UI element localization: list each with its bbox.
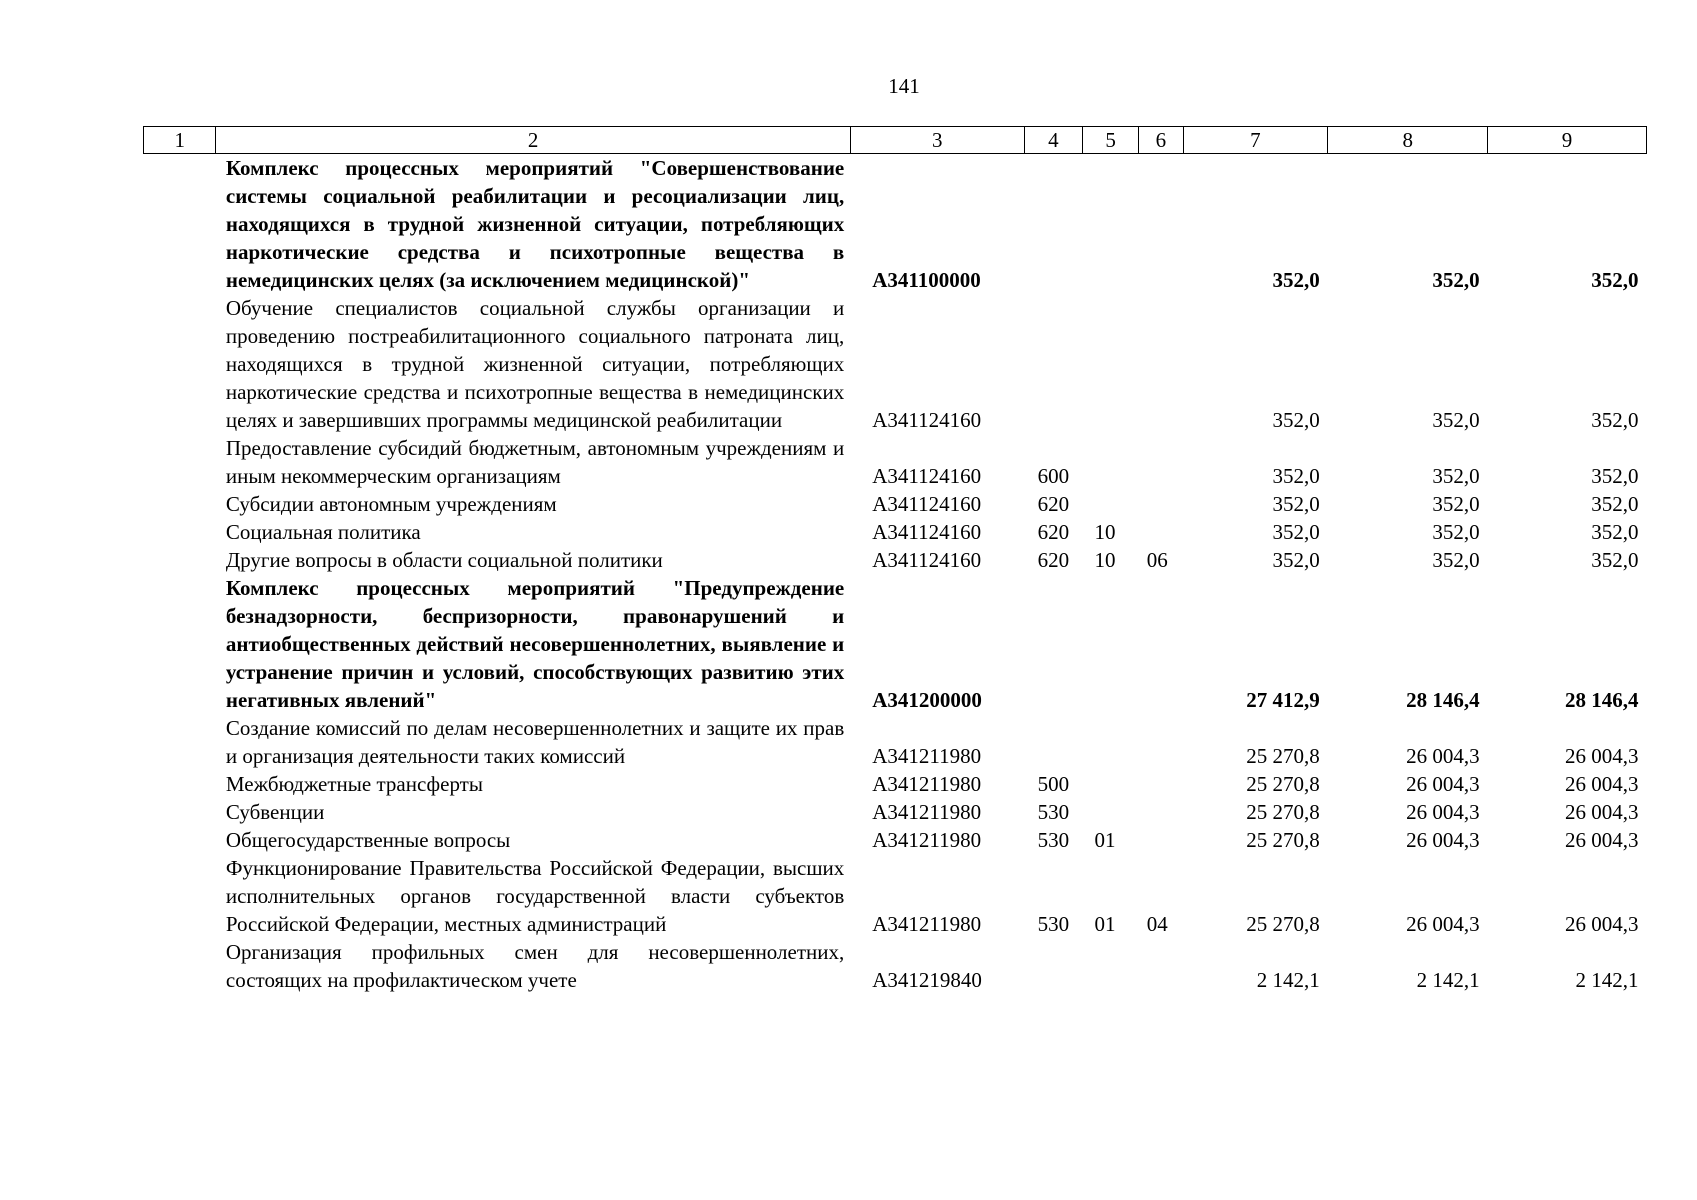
amount-year-1: 352,0: [1272, 408, 1320, 432]
target-article-code: А341219840: [872, 968, 982, 992]
amount-year-3: 28 146,4: [1565, 688, 1639, 712]
target-article-code: А341124160: [872, 408, 982, 432]
row-name: Субвенции: [225, 800, 325, 824]
section-code: [1082, 490, 1138, 518]
amount-year-2: 352,0: [1432, 268, 1480, 292]
amount-year-3: 352,0: [1591, 520, 1639, 544]
target-article-code: А341100000: [872, 268, 981, 292]
expense-type-code: [1024, 154, 1082, 295]
table-row: [144, 546, 1647, 574]
amount-year-2: 352,0: [1432, 408, 1480, 432]
expense-type-code: 600: [1037, 464, 1070, 488]
row-name: Другие вопросы в области социальной политики: [225, 548, 663, 572]
row-name: Социальная политика: [225, 520, 421, 544]
table-row: [144, 798, 1647, 826]
amount-year-3: 26 004,3: [1565, 772, 1639, 796]
row-name: Организация профильных смен для несовершеннолетних, состоящих на профилактическом учете: [225, 940, 845, 992]
amount-year-1: 25 270,8: [1246, 912, 1320, 936]
section-code: [1082, 770, 1138, 798]
row-name: Обучение специалистов социальной службы организации и проведению постреабилитационного социального патроната лиц, находящихся в трудной жизненной ситуации, потребляющих наркотические средства и психотропные вещества в немедицинских целях и завершивших программы медицинской реабилитации: [225, 296, 845, 432]
row-name: Функционирование Правительства Российской Федерации, высших исполнительных органов государственной власти субъектов Российской Федерации, местных администраций: [225, 856, 845, 936]
row-name: Общегосударственные вопросы: [225, 828, 511, 852]
amount-year-3: 2 142,1: [1575, 968, 1639, 992]
expense-type-code: 530: [1037, 828, 1070, 852]
expense-type-code: [1024, 938, 1082, 994]
table-row: [144, 490, 1647, 518]
expense-type-code: [1024, 574, 1082, 714]
amount-year-1: 25 270,8: [1246, 772, 1320, 796]
expense-type-code: 620: [1037, 492, 1070, 516]
column-header: 7: [1183, 127, 1328, 154]
amount-year-1: 25 270,8: [1246, 744, 1320, 768]
target-article-code: А341211980: [872, 772, 982, 796]
page-number: 141: [888, 74, 920, 98]
subsection-code: [1139, 798, 1183, 826]
empty-cell: [144, 798, 216, 826]
amount-year-3: 352,0: [1591, 548, 1639, 572]
table-row: [144, 154, 1647, 295]
amount-year-3: 26 004,3: [1565, 744, 1639, 768]
empty-cell: [144, 826, 216, 854]
amount-year-1: 27 412,9: [1246, 688, 1320, 712]
expense-type-code: 530: [1037, 800, 1070, 824]
amount-year-3: 352,0: [1591, 408, 1639, 432]
table-row: [144, 714, 1647, 770]
section-code: 10: [1094, 520, 1116, 544]
section-code: [1082, 798, 1138, 826]
target-article-code: А341124160: [872, 492, 982, 516]
amount-year-3: 352,0: [1591, 268, 1639, 292]
column-header: 4: [1024, 127, 1082, 154]
target-article-code: А341124160: [872, 464, 982, 488]
column-header: 6: [1139, 127, 1183, 154]
column-header: 3: [850, 127, 1024, 154]
table-row: [144, 574, 1647, 714]
amount-year-2: 26 004,3: [1406, 772, 1480, 796]
expense-type-code: 500: [1037, 772, 1070, 796]
empty-cell: [144, 518, 216, 546]
subsection-code: 04: [1146, 912, 1168, 936]
subsection-code: [1139, 518, 1183, 546]
table-row: [144, 938, 1647, 994]
table-row: [144, 770, 1647, 798]
budget-table: [143, 126, 1647, 994]
amount-year-1: 2 142,1: [1256, 968, 1320, 992]
section-code: [1082, 714, 1138, 770]
amount-year-1: 352,0: [1272, 492, 1320, 516]
amount-year-3: 26 004,3: [1565, 912, 1639, 936]
amount-year-2: 28 146,4: [1406, 688, 1480, 712]
table-row: [144, 434, 1647, 490]
empty-cell: [144, 490, 216, 518]
amount-year-2: 352,0: [1432, 548, 1480, 572]
amount-year-2: 352,0: [1432, 492, 1480, 516]
subsection-code: [1139, 294, 1183, 434]
subsection-code: [1139, 826, 1183, 854]
column-header: 5: [1082, 127, 1138, 154]
row-name: Комплекс процессных мероприятий "Совершенствование системы социальной реабилитации и ресоциализации лиц, находящихся в трудной жизненной ситуации, потребляющих наркотические средства и психотропные вещества в немедицинских целях (за исключением медицинской)": [225, 156, 845, 292]
expense-type-code: 620: [1037, 520, 1070, 544]
expense-type-code: 530: [1037, 912, 1070, 936]
empty-cell: [144, 574, 216, 714]
column-number-header-row: [144, 127, 1647, 154]
expense-type-code: 620: [1037, 548, 1070, 572]
column-header: 2: [216, 127, 850, 154]
amount-year-1: 352,0: [1272, 548, 1320, 572]
amount-year-2: 352,0: [1432, 520, 1480, 544]
amount-year-2: 2 142,1: [1416, 968, 1480, 992]
subsection-code: [1139, 154, 1183, 295]
empty-cell: [144, 294, 216, 434]
column-header: 1: [144, 127, 216, 154]
amount-year-3: 26 004,3: [1565, 800, 1639, 824]
expense-type-code: [1024, 294, 1082, 434]
target-article-code: А341124160: [872, 520, 982, 544]
amount-year-1: 352,0: [1272, 268, 1320, 292]
column-header: 8: [1328, 127, 1488, 154]
section-code: [1082, 574, 1138, 714]
empty-cell: [144, 434, 216, 490]
section-code: [1082, 938, 1138, 994]
section-code: [1082, 434, 1138, 490]
expense-type-code: [1024, 714, 1082, 770]
subsection-code: [1139, 714, 1183, 770]
subsection-code: [1139, 938, 1183, 994]
section-code: [1082, 294, 1138, 434]
target-article-code: А341211980: [872, 744, 982, 768]
target-article-code: А341124160: [872, 548, 982, 572]
table-row: [144, 294, 1647, 434]
amount-year-1: 352,0: [1272, 464, 1320, 488]
row-name: Субсидии автономным учреждениям: [225, 492, 557, 516]
amount-year-3: 26 004,3: [1565, 828, 1639, 852]
subsection-code: [1139, 770, 1183, 798]
section-code: 01: [1094, 912, 1116, 936]
subsection-code: [1139, 574, 1183, 714]
amount-year-2: 26 004,3: [1406, 800, 1480, 824]
section-code: [1082, 154, 1138, 295]
section-code: 10: [1094, 548, 1116, 572]
empty-cell: [144, 770, 216, 798]
subsection-code: [1139, 490, 1183, 518]
amount-year-1: 352,0: [1272, 520, 1320, 544]
target-article-code: А341200000: [872, 688, 982, 712]
empty-cell: [144, 154, 216, 295]
amount-year-1: 25 270,8: [1246, 828, 1320, 852]
amount-year-2: 352,0: [1432, 464, 1480, 488]
row-name: Комплекс процессных мероприятий "Предупреждение безнадзорности, беспризорности, правонарушений и антиобщественных действий несовершеннолетних, выявление и устранение причин и условий, способствующих развитию этих негативных явлений": [225, 576, 845, 712]
empty-cell: [144, 938, 216, 994]
table-row: [144, 518, 1647, 546]
column-header: 9: [1488, 127, 1647, 154]
empty-cell: [144, 546, 216, 574]
amount-year-2: 26 004,3: [1406, 912, 1480, 936]
row-name: Создание комиссий по делам несовершеннолетних и защите их прав и организация деятельности таких комиссий: [225, 716, 845, 768]
subsection-code: [1139, 434, 1183, 490]
amount-year-2: 26 004,3: [1406, 744, 1480, 768]
subsection-code: 06: [1146, 548, 1168, 572]
target-article-code: А341211980: [872, 800, 982, 824]
table-row: [144, 826, 1647, 854]
row-name: Межбюджетные трансферты: [225, 772, 483, 796]
target-article-code: А341211980: [872, 828, 982, 852]
amount-year-3: 352,0: [1591, 492, 1639, 516]
amount-year-3: 352,0: [1591, 464, 1639, 488]
empty-cell: [144, 714, 216, 770]
table-body: [144, 154, 1647, 995]
empty-cell: [144, 854, 216, 938]
row-name: Предоставление субсидий бюджетным, автономным учреждениям и иным некоммерческим организациям: [225, 436, 845, 488]
amount-year-2: 26 004,3: [1406, 828, 1480, 852]
target-article-code: А341211980: [872, 912, 982, 936]
table-row: [144, 854, 1647, 938]
amount-year-1: 25 270,8: [1246, 800, 1320, 824]
section-code: 01: [1094, 828, 1116, 852]
